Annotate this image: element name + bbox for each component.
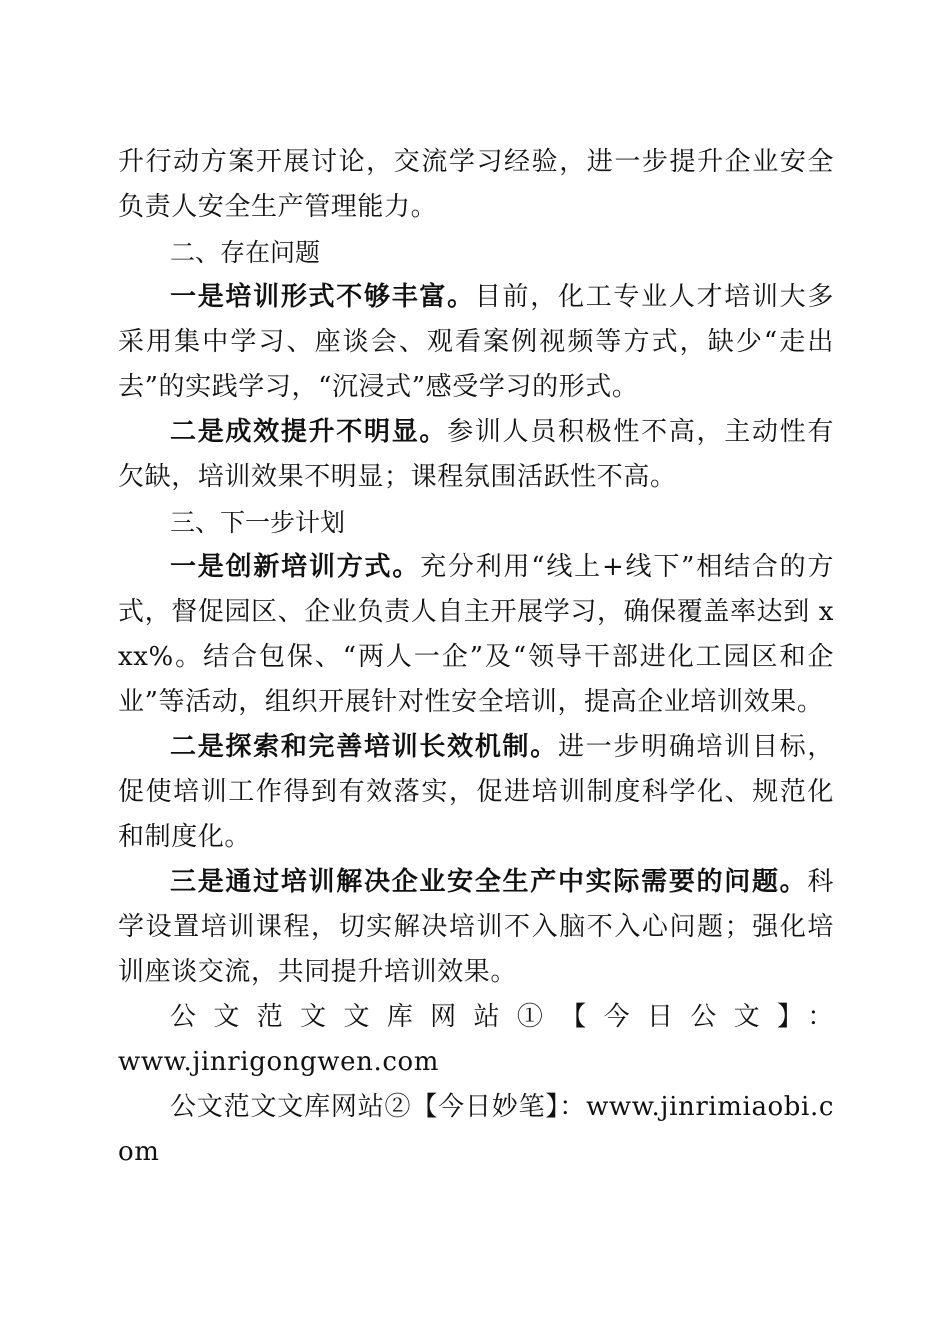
section-heading-problems: 二、存在问题 bbox=[170, 238, 321, 267]
paragraph-lead: 一是创新培训方式。 bbox=[170, 552, 421, 582]
paragraph-body: 进一步明确培训目标，促使培训工作得到有效落实，促进培训制度科学化、规范化和制度化。 bbox=[118, 732, 834, 852]
paragraph-body: 充分利用“线上+线下”相结合的方式，督促园区、企业负责人自主开展学习，确保覆盖率达到 xxx%。结合包保、“两人一企”及“领导干部进化工园区和企业”等活动，组织开展针对性安全培训，提高企业培训效果。 bbox=[118, 552, 834, 717]
paragraph-intro-continuation: 升行动方案开展讨论，交流学习经验，进一步提升企业安全负责人安全生产管理能力。 bbox=[118, 147, 834, 222]
website-line-2[interactable]: 公文范文文库网站②【今日妙笔】：www.jinrimiaobi.com bbox=[118, 1092, 834, 1167]
website-url-1[interactable]: www.jinrigongwen.com bbox=[118, 1047, 440, 1077]
paragraph-body: 目前，化工专业人才培训大多采用集中学习、座谈会、观看案例视频等方式，缺少“走出去”的实践学习，“沉浸式”感受学习的形式。 bbox=[118, 282, 834, 402]
paragraph-body: 参训人员积极性不高，主动性有欠缺，培训效果不明显；课程氛围活跃性不高。 bbox=[118, 417, 834, 492]
document-page bbox=[118, 140, 834, 1175]
paragraph-body: 科学设置培训课程，切实解决培训不入脑不入心问题；强化培训座谈交流，共同提升培训效果。 bbox=[118, 867, 834, 987]
website-line-1: 公文范文文库网站①【今日公文】： bbox=[170, 1002, 834, 1032]
paragraph-plan-3 bbox=[118, 860, 834, 995]
paragraph-lead: 二是探索和完善培训长效机制。 bbox=[170, 732, 558, 762]
paragraph-plan-1 bbox=[118, 545, 834, 725]
paragraph-plan-2 bbox=[118, 725, 834, 860]
paragraph-problem-2 bbox=[118, 410, 834, 500]
paragraph-problem-1 bbox=[118, 275, 834, 410]
paragraph-lead: 三是通过培训解决企业安全生产中实际需要的问题。 bbox=[170, 867, 808, 897]
section-heading-next-steps: 三、下一步计划 bbox=[170, 508, 346, 537]
paragraph-lead: 二是成效提升不明显。 bbox=[170, 417, 448, 447]
paragraph-lead: 一是培训形式不够丰富。 bbox=[170, 282, 475, 312]
